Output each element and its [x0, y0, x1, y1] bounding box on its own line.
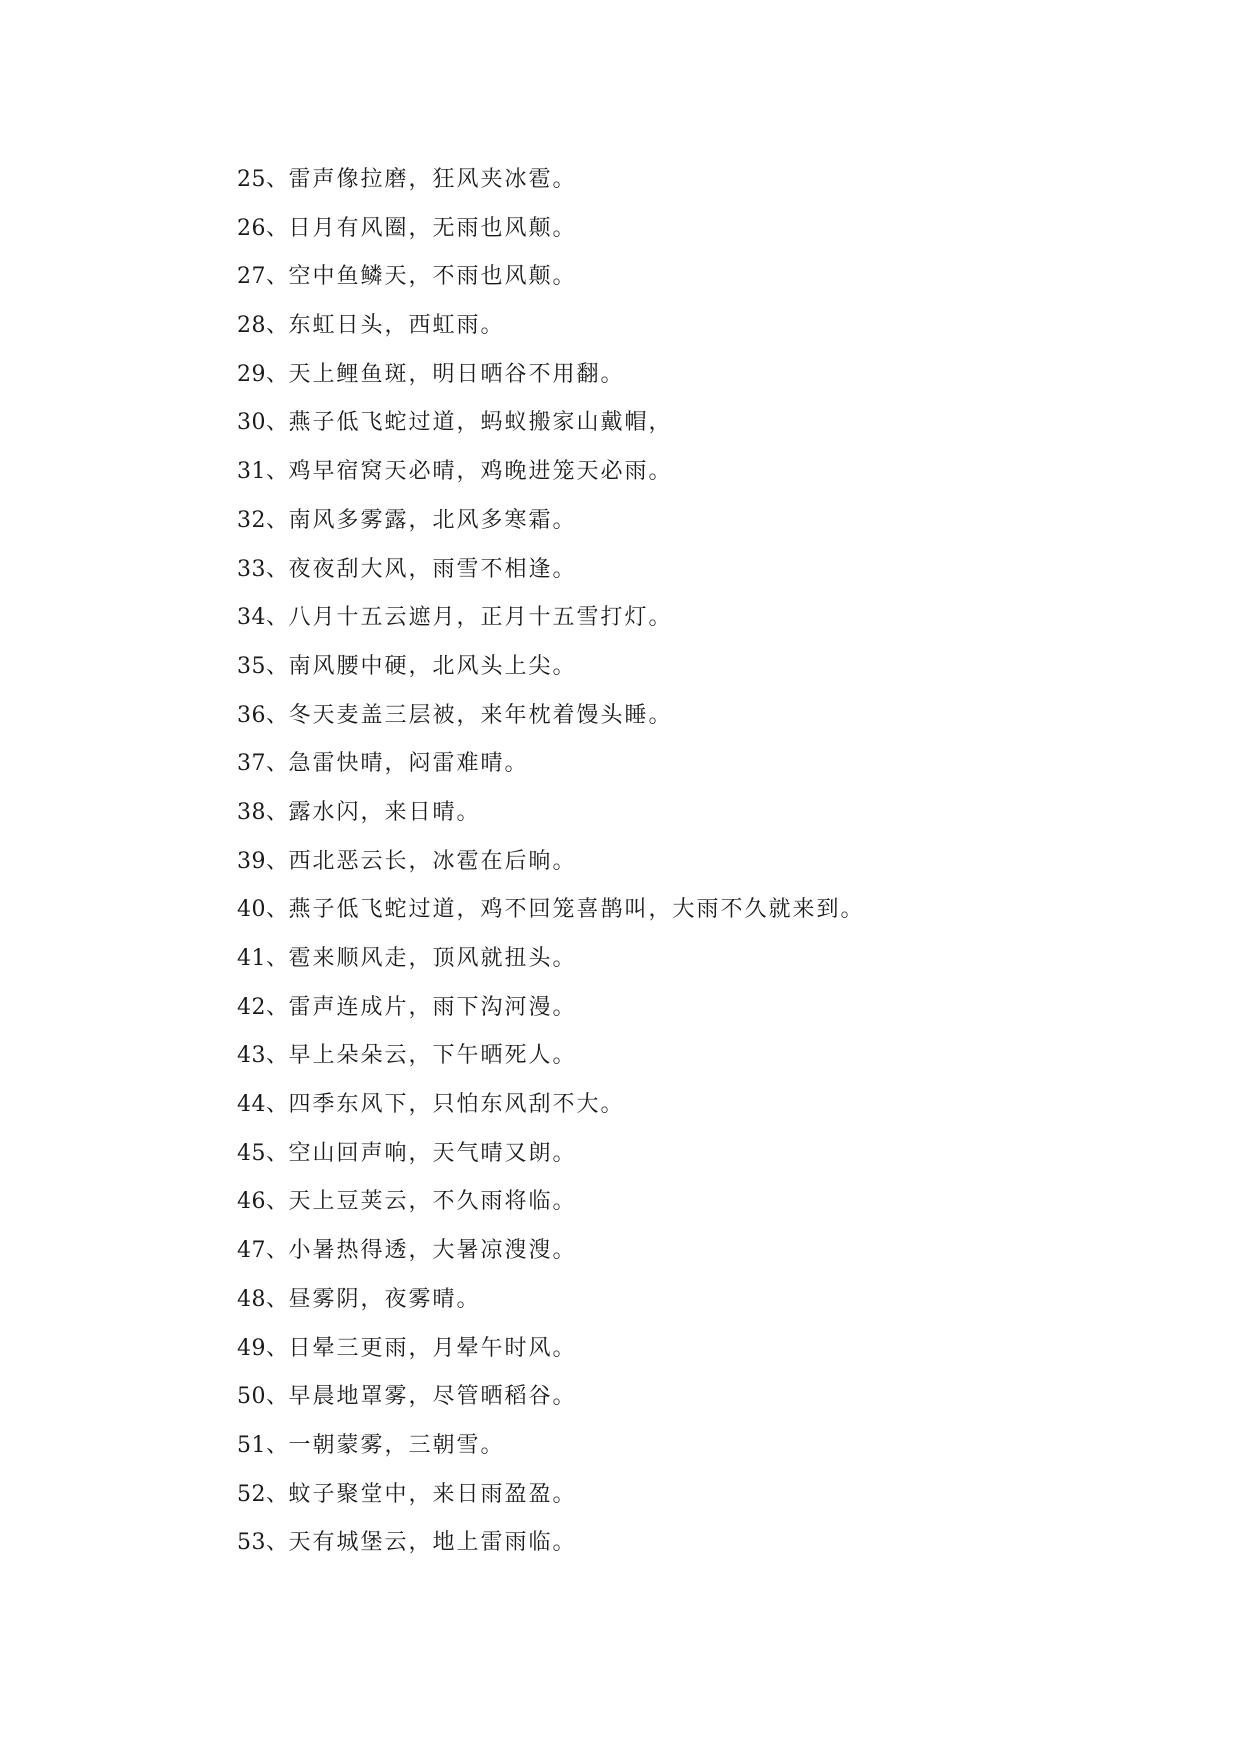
entry-number: 36、 — [237, 702, 289, 728]
entry-number: 33、 — [237, 556, 289, 582]
entry-text: 燕子低飞蛇过道，蚂蚁搬家山戴帽， — [288, 410, 673, 436]
list-item — [237, 740, 865, 789]
entry-text: 八月十五云遮月，正月十五雪打灯。 — [288, 605, 673, 631]
list-item — [237, 156, 865, 205]
entry-number: 43、 — [237, 1043, 289, 1069]
entry-number: 39、 — [237, 848, 289, 874]
entry-text: 冬天麦盖三层被，来年枕着馒头睡。 — [288, 702, 673, 728]
entry-text: 空中鱼鳞天，不雨也风颠。 — [288, 264, 577, 290]
entry-text: 一朝蒙雾，三朝雪。 — [288, 1432, 505, 1458]
list-item — [237, 789, 865, 838]
entry-number: 35、 — [237, 653, 289, 679]
entry-number: 50、 — [237, 1384, 289, 1410]
entry-text: 夜夜刮大风，雨雪不相逢。 — [288, 556, 577, 582]
list-item — [237, 302, 865, 351]
entry-number: 37、 — [237, 751, 289, 777]
entry-number: 32、 — [237, 507, 289, 533]
entry-text: 早上朵朵云，下午晒死人。 — [288, 1043, 577, 1069]
list-item — [237, 497, 865, 546]
proverb-list — [237, 156, 865, 1568]
entry-number: 28、 — [237, 313, 289, 339]
entry-number: 45、 — [237, 1140, 289, 1166]
list-item — [237, 1519, 865, 1568]
entry-number: 42、 — [237, 994, 289, 1020]
entry-number: 52、 — [237, 1481, 289, 1507]
list-item — [237, 1422, 865, 1471]
list-item — [237, 935, 865, 984]
entry-text: 南风多雾露，北风多寒霜。 — [288, 507, 577, 533]
entry-number: 53、 — [237, 1530, 289, 1556]
list-item — [237, 1032, 865, 1081]
entry-text: 天有城堡云，地上雷雨临。 — [288, 1530, 577, 1556]
entry-text: 雹来顺风走，顶风就扭头。 — [288, 946, 577, 971]
entry-text: 日晕三更雨，月晕午时风。 — [288, 1335, 577, 1361]
entry-text: 南风腰中硬，北风头上尖。 — [288, 653, 577, 679]
entry-text: 鸡早宿窝天必晴，鸡晚进笼天必雨。 — [288, 459, 673, 485]
entry-text: 露水闪，来日晴。 — [288, 799, 481, 825]
list-item — [237, 399, 865, 448]
list-item — [237, 1081, 865, 1130]
entry-text: 雷声像拉磨，狂风夹冰雹。 — [288, 167, 577, 192]
entry-number: 29、 — [237, 361, 289, 387]
entry-number: 48、 — [237, 1286, 289, 1312]
entry-text: 蚊子聚堂中，来日雨盈盈。 — [288, 1481, 577, 1507]
entry-number: 38、 — [237, 799, 289, 825]
entry-text: 急雷快晴，闷雷难晴。 — [288, 751, 529, 777]
list-item — [237, 1373, 865, 1422]
entry-text: 昼雾阴，夜雾晴。 — [288, 1286, 481, 1312]
list-item — [237, 448, 865, 497]
entry-text: 空山回声响，天气晴又朗。 — [288, 1140, 577, 1166]
entry-number: 51、 — [237, 1432, 289, 1458]
entry-number: 46、 — [237, 1189, 289, 1215]
entry-number: 30、 — [237, 410, 289, 436]
list-item — [237, 1130, 865, 1179]
entry-text: 小暑热得透，大暑凉溲溲。 — [288, 1238, 577, 1264]
entry-number: 25、 — [237, 167, 289, 192]
entry-number: 41、 — [237, 946, 289, 971]
entry-text: 四季东风下，只怕东风刮不大。 — [288, 1092, 625, 1118]
list-item — [237, 594, 865, 643]
list-item — [237, 643, 865, 692]
list-item — [237, 692, 865, 741]
list-item — [237, 984, 865, 1033]
list-item — [237, 1276, 865, 1325]
entry-number: 31、 — [237, 459, 289, 485]
entry-number: 44、 — [237, 1092, 289, 1118]
entry-number: 27、 — [237, 264, 289, 290]
list-item — [237, 1325, 865, 1374]
list-item — [237, 351, 865, 400]
entry-number: 26、 — [237, 215, 289, 241]
entry-text: 早晨地罩雾，尽管晒稻谷。 — [288, 1384, 577, 1410]
list-item — [237, 838, 865, 887]
list-item — [237, 546, 865, 595]
entry-number: 47、 — [237, 1238, 289, 1264]
entry-number: 34、 — [237, 605, 289, 631]
list-item — [237, 886, 865, 935]
list-item — [237, 253, 865, 302]
entry-text: 天上鲤鱼斑，明日晒谷不用翻。 — [288, 361, 625, 387]
entry-text: 燕子低飞蛇过道，鸡不回笼喜鹊叫，大雨不久就来到。 — [288, 897, 865, 923]
list-item — [237, 205, 865, 254]
entry-text: 西北恶云长，冰雹在后晌。 — [288, 848, 577, 874]
entry-number: 40、 — [237, 897, 289, 923]
list-item — [237, 1471, 865, 1520]
entry-text: 雷声连成片，雨下沟河漫。 — [288, 994, 577, 1020]
entry-text: 天上豆荚云，不久雨将临。 — [288, 1189, 577, 1215]
entry-text: 东虹日头，西虹雨。 — [288, 313, 505, 339]
list-item — [237, 1178, 865, 1227]
entry-text: 日月有风圈，无雨也风颠。 — [288, 215, 577, 241]
entry-number: 49、 — [237, 1335, 289, 1361]
list-item — [237, 1227, 865, 1276]
